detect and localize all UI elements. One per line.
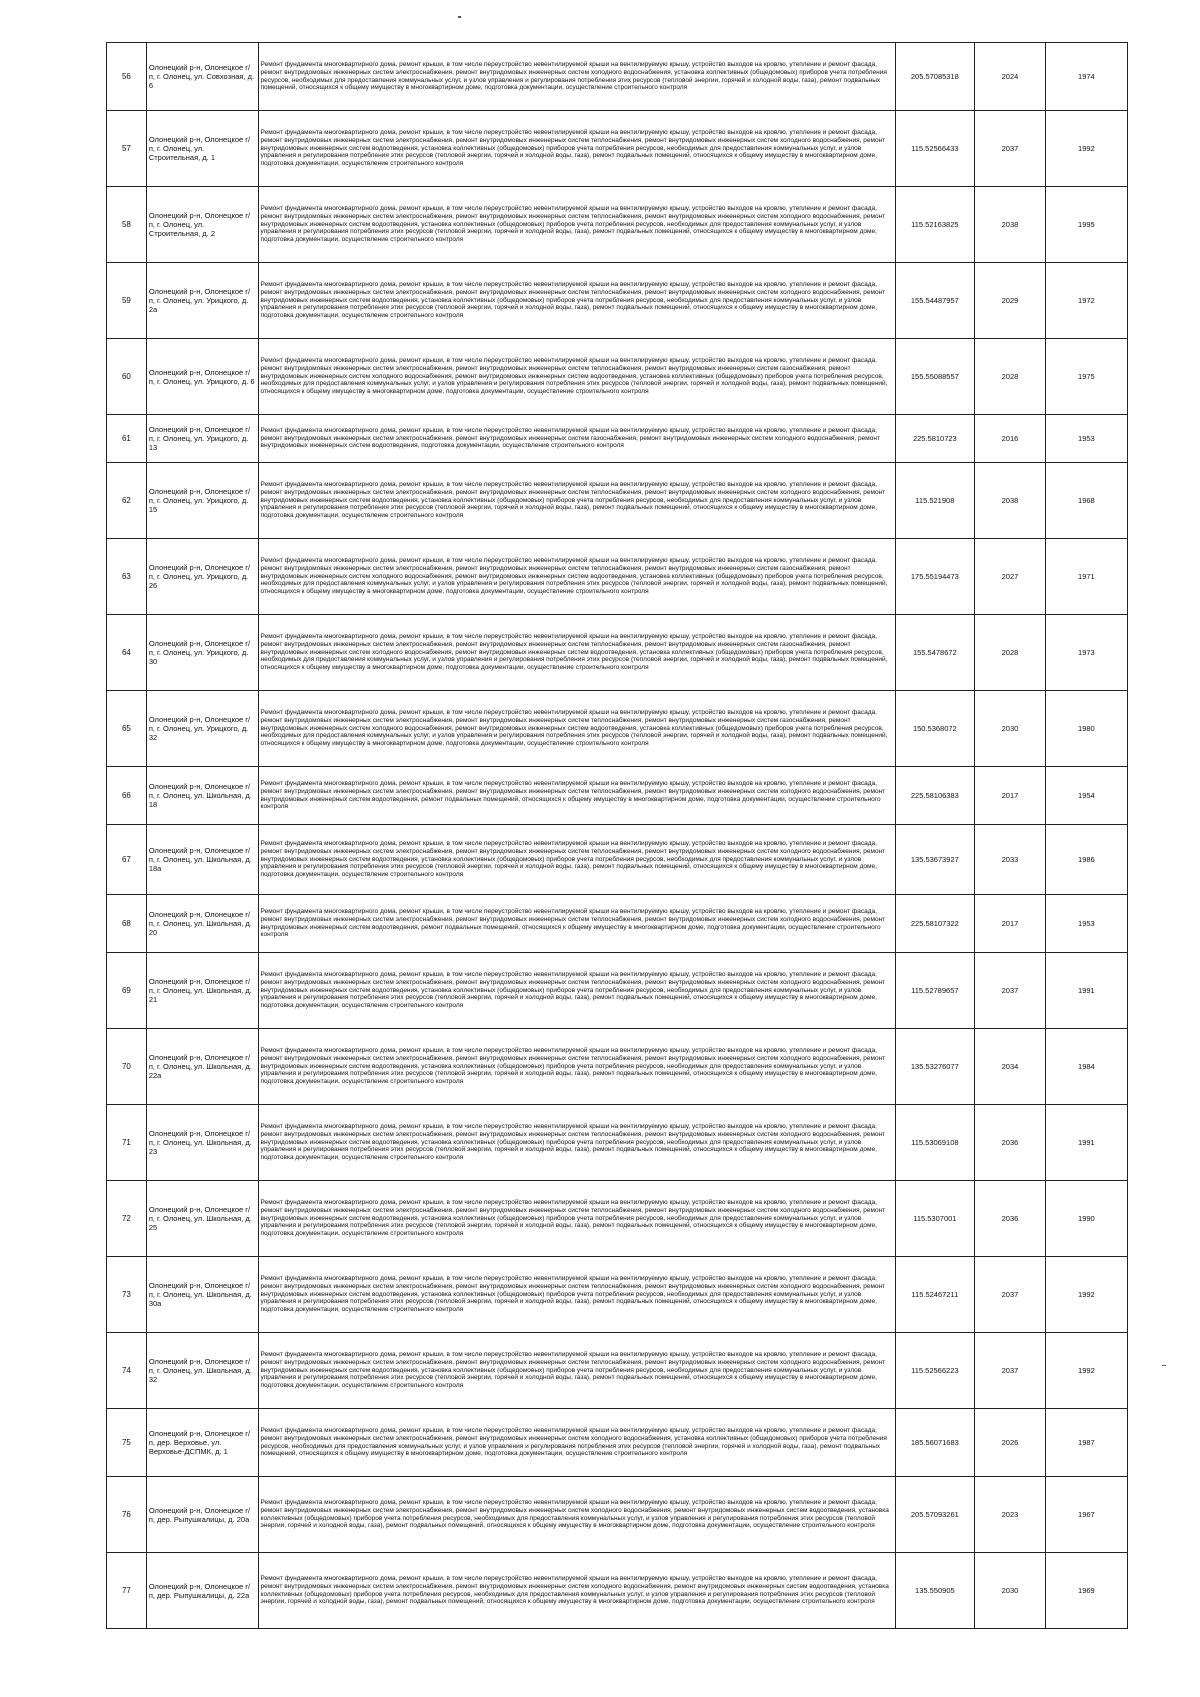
works-list: Ремонт фундамента многоквартирного дома, ремонт крыши, в том числе переустройство невентилируемой крыши на вентилируемую крышу, устройство выходов на кровлю, утепление и ремонт фасада, ремонт внутридомовых инженерных систем электроснабжения, ремонт внутридомовых инженерных систем теплоснабжения, ремонт внутридомовых инженерных систем холодного водоснабжения, ремонт внутридомовых инженерных систем водоотведения, ремонт подвальных помещений, относящихся к общему имуществу в многоквартирном доме, подготовка документации, осуществление строительного контроля bbox=[258, 895, 895, 953]
cost-value: 205.57093261 bbox=[895, 1477, 975, 1553]
house-address: Олонецкий р-н, Олонецкое г/п, г. Олонец, ул. Школьная, д. 30а bbox=[146, 1257, 258, 1333]
table-row bbox=[107, 1029, 1128, 1105]
row-number: 60 bbox=[107, 339, 147, 415]
works-list: Ремонт фундамента многоквартирного дома, ремонт крыши, в том числе переустройство невентилируемой крыши на вентилируемую крышу, устройство выходов на кровлю, утепление и ремонт фасада, ремонт внутридомовых инженерных систем электроснабжения, ремонт внутридомовых инженерных систем холодного водоснабжения, установка коллективных (общедомовых) приборов учета потребления ресурсов, необходимых для предоставления коммунальных услуг, и узлов управления и регулирования потребления этих ресурсов (тепловой энергии, горячей и холодной воды, газа), ремонт подвальных помещений, относящихся к общему имуществу в многоквартирном доме, подготовка документации, осуществление строительного контроля bbox=[258, 43, 895, 111]
built-year: 1967 bbox=[1045, 1477, 1127, 1553]
row-number: 72 bbox=[107, 1181, 147, 1257]
planned-year: 2037 bbox=[975, 1333, 1046, 1409]
built-year: 1953 bbox=[1045, 415, 1127, 463]
house-address: Олонецкий р-н, Олонецкое г/п, г. Олонец, ул. Школьная, д. 18 bbox=[146, 767, 258, 825]
works-list: Ремонт фундамента многоквартирного дома, ремонт крыши, в том числе переустройство невентилируемой крыши на вентилируемую крышу, устройство выходов на кровлю, утепление и ремонт фасада, ремонт внутридомовых инженерных систем электроснабжения, ремонт внутридомовых инженерных систем теплоснабжения, ремонт внутридомовых инженерных систем газоснабжения, ремонт внутридомовых инженерных систем холодного водоснабжения, ремонт внутридомовых инженерных систем водоотведения, установка коллективных (общедомовых) приборов учета потребления ресурсов, необходимых для предоставления коммунальных услуг, и узлов управления и регулирования потребления этих ресурсов (тепловой энергии, горячей и холодной воды, газа), ремонт подвальных помещений, относящихся к общему имуществу в многоквартирном доме, подготовка документации, осуществление строительного контроля bbox=[258, 691, 895, 767]
works-list: Ремонт фундамента многоквартирного дома, ремонт крыши, в том числе переустройство невентилируемой крыши на вентилируемую крышу, устройство выходов на кровлю, утепление и ремонт фасада, ремонт внутридомовых инженерных систем электроснабжения, ремонт внутридомовых инженерных систем теплоснабжения, ремонт внутридомовых инженерных систем холодного водоснабжения, ремонт внутридомовых инженерных систем водоотведения, установка коллективных (общедомовых) приборов учета потребления ресурсов, необходимых для предоставления коммунальных услуг, и узлов управления и регулирования потребления этих ресурсов (тепловой энергии, горячей и холодной воды, газа), ремонт подвальных помещений, относящихся к общему имуществу в многоквартирном доме, подготовка документации, осуществление строительного контроля bbox=[258, 187, 895, 263]
row-number: 61 bbox=[107, 415, 147, 463]
built-year: 1971 bbox=[1045, 539, 1127, 615]
house-address: Олонецкий р-н, Олонецкое г/п, г. Олонец, ул. Школьная, д. 20 bbox=[146, 895, 258, 953]
row-number: 65 bbox=[107, 691, 147, 767]
cost-value: 155.55088557 bbox=[895, 339, 975, 415]
cost-value: 135.53673927 bbox=[895, 825, 975, 895]
house-address: Олонецкий р-н, Олонецкое г/п, г. Олонец, ул. Школьная, д. 32 bbox=[146, 1333, 258, 1409]
built-year: 1991 bbox=[1045, 1105, 1127, 1181]
cost-value: 225.58107322 bbox=[895, 895, 975, 953]
cost-value: 135.53276077 bbox=[895, 1029, 975, 1105]
table-row bbox=[107, 111, 1128, 187]
table-row bbox=[107, 895, 1128, 953]
built-year: 1972 bbox=[1045, 263, 1127, 339]
row-number: 62 bbox=[107, 463, 147, 539]
cost-value: 115.52566433 bbox=[895, 111, 975, 187]
house-address: Олонецкий р-н, Олонецкое г/п, г. Олонец, ул. Школьная, д. 25 bbox=[146, 1181, 258, 1257]
house-address: Олонецкий р-н, Олонецкое г/п, г. Олонец, ул. Урицкого, д. 32 bbox=[146, 691, 258, 767]
house-address: Олонецкий р-н, Олонецкое г/п, г. Олонец, ул. Урицкого, д. 26 bbox=[146, 539, 258, 615]
built-year: 1990 bbox=[1045, 1181, 1127, 1257]
built-year: 1980 bbox=[1045, 691, 1127, 767]
table-row bbox=[107, 1257, 1128, 1333]
works-list: Ремонт фундамента многоквартирного дома, ремонт крыши, в том числе переустройство невентилируемой крыши на вентилируемую крышу, устройство выходов на кровлю, утепление и ремонт фасада, ремонт внутридомовых инженерных систем электроснабжения, ремонт внутридомовых инженерных систем теплоснабжения, ремонт внутридомовых инженерных систем газоснабжения, ремонт внутридомовых инженерных систем холодного водоснабжения, ремонт внутридомовых инженерных систем водоотведения, установка коллективных (общедомовых) приборов учета потребления ресурсов, необходимых для предоставления коммунальных услуг, и узлов управления и регулирования потребления этих ресурсов (тепловой энергии, горячей и холодной воды, газа), ремонт подвальных помещений, относящихся к общему имуществу в многоквартирном доме, подготовка документации, осуществление строительного контроля bbox=[258, 539, 895, 615]
works-list: Ремонт фундамента многоквартирного дома, ремонт крыши, в том числе переустройство невентилируемой крыши на вентилируемую крышу, устройство выходов на кровлю, утепление и ремонт фасада, ремонт внутридомовых инженерных систем электроснабжения, ремонт внутридомовых инженерных систем холодного водоснабжения, ремонт внутридомовых инженерных систем водоотведения, установка коллективных (общедомовых) приборов учета потребления ресурсов, необходимых для предоставления коммунальных услуг, и узлов управления и регулирования потребления этих ресурсов (тепловой энергии, горячей и холодной воды, газа), ремонт подвальных помещений, относящихся к общему имуществу в многоквартирном доме, подготовка документации, осуществление строительного контроля bbox=[258, 1553, 895, 1629]
row-number: 70 bbox=[107, 1029, 147, 1105]
built-year: 1995 bbox=[1045, 187, 1127, 263]
house-address: Олонецкий р-н, Олонецкое г/п, дер. Верховье, ул. Верховье-ДСПМК, д. 1 bbox=[146, 1409, 258, 1477]
row-number: 63 bbox=[107, 539, 147, 615]
built-year: 1969 bbox=[1045, 1553, 1127, 1629]
table-row bbox=[107, 1105, 1128, 1181]
planned-year: 2028 bbox=[975, 339, 1046, 415]
cost-value: 115.5307001 bbox=[895, 1181, 975, 1257]
table-row bbox=[107, 953, 1128, 1029]
cost-value: 115.52789657 bbox=[895, 953, 975, 1029]
house-address: Олонецкий р-н, Олонецкое г/п, г. Олонец, ул. Школьная, д. 22а bbox=[146, 1029, 258, 1105]
planned-year: 2033 bbox=[975, 825, 1046, 895]
planned-year: 2023 bbox=[975, 1477, 1046, 1553]
table-row bbox=[107, 615, 1128, 691]
planned-year: 2037 bbox=[975, 953, 1046, 1029]
table-row bbox=[107, 691, 1128, 767]
planned-year: 2038 bbox=[975, 463, 1046, 539]
repair-program-table bbox=[106, 42, 1128, 1629]
row-number: 59 bbox=[107, 263, 147, 339]
planned-year: 2017 bbox=[975, 895, 1046, 953]
works-list: Ремонт фундамента многоквартирного дома, ремонт крыши, в том числе переустройство невентилируемой крыши на вентилируемую крышу, устройство выходов на кровлю, утепление и ремонт фасада, ремонт внутридомовых инженерных систем электроснабжения, ремонт внутридомовых инженерных систем теплоснабжения, ремонт внутридомовых инженерных систем холодного водоснабжения, ремонт внутридомовых инженерных систем водоотведения, установка коллективных (общедомовых) приборов учета потребления ресурсов, необходимых для предоставления коммунальных услуг, и узлов управления и регулирования потребления этих ресурсов (тепловой энергии, горячей и холодной воды, газа), ремонт подвальных помещений, относящихся к общему имуществу в многоквартирном доме, подготовка документации, осуществление строительного контроля bbox=[258, 953, 895, 1029]
table-row bbox=[107, 187, 1128, 263]
built-year: 1974 bbox=[1045, 43, 1127, 111]
cost-value: 155.54487957 bbox=[895, 263, 975, 339]
planned-year: 2037 bbox=[975, 111, 1046, 187]
works-list: Ремонт фундамента многоквартирного дома, ремонт крыши, в том числе переустройство невентилируемой крыши на вентилируемую крышу, устройство выходов на кровлю, утепление и ремонт фасада, ремонт внутридомовых инженерных систем электроснабжения, ремонт внутридомовых инженерных систем теплоснабжения, ремонт внутридомовых инженерных систем холодного водоснабжения, ремонт внутридомовых инженерных систем водоотведения, установка коллективных (общедомовых) приборов учета потребления ресурсов, необходимых для предоставления коммунальных услуг, и узлов управления и регулирования потребления этих ресурсов (тепловой энергии, горячей и холодной воды, газа), ремонт подвальных помещений, относящихся к общему имуществу в многоквартирном доме, подготовка документации, осуществление строительного контроля bbox=[258, 825, 895, 895]
works-list: Ремонт фундамента многоквартирного дома, ремонт крыши, в том числе переустройство невентилируемой крыши на вентилируемую крышу, устройство выходов на кровлю, утепление и ремонт фасада, ремонт внутридомовых инженерных систем электроснабжения, ремонт внутридомовых инженерных систем теплоснабжения, ремонт внутридомовых инженерных систем газоснабжения, ремонт внутридомовых инженерных систем холодного водоснабжения, ремонт внутридомовых инженерных систем водоотведения, установка коллективных (общедомовых) приборов учета потребления ресурсов, необходимых для предоставления коммунальных услуг, и узлов управления и регулирования потребления этих ресурсов (тепловой энергии, горячей и холодной воды, газа), ремонт подвальных помещений, относящихся к общему имуществу в многоквартирном доме, подготовка документации, осуществление строительного контроля bbox=[258, 339, 895, 415]
row-number: 58 bbox=[107, 187, 147, 263]
planned-year: 2026 bbox=[975, 1409, 1046, 1477]
row-number: 71 bbox=[107, 1105, 147, 1181]
built-year: 1992 bbox=[1045, 111, 1127, 187]
built-year: 1953 bbox=[1045, 895, 1127, 953]
built-year: 1973 bbox=[1045, 615, 1127, 691]
planned-year: 2034 bbox=[975, 1029, 1046, 1105]
works-list: Ремонт фундамента многоквартирного дома, ремонт крыши, в том числе переустройство невентилируемой крыши на вентилируемую крышу, устройство выходов на кровлю, утепление и ремонт фасада, ремонт внутридомовых инженерных систем электроснабжения, ремонт внутридомовых инженерных систем газоснабжения, ремонт внутридомовых инженерных систем холодного водоснабжения, ремонт внутридомовых инженерных систем водоотведения, подготовка документации, осуществление строительного контроля bbox=[258, 415, 895, 463]
table-row bbox=[107, 415, 1128, 463]
table-row bbox=[107, 463, 1128, 539]
planned-year: 2038 bbox=[975, 187, 1046, 263]
house-address: Олонецкий р-н, Олонецкое г/п, г. Олонец, ул. Строительная, д. 2 bbox=[146, 187, 258, 263]
cost-value: 155.5478672 bbox=[895, 615, 975, 691]
table-row bbox=[107, 539, 1128, 615]
row-number: 64 bbox=[107, 615, 147, 691]
row-number: 67 bbox=[107, 825, 147, 895]
table-body bbox=[107, 43, 1128, 1629]
table-row bbox=[107, 1553, 1128, 1629]
planned-year: 2027 bbox=[975, 539, 1046, 615]
planned-year: 2017 bbox=[975, 767, 1046, 825]
works-list: Ремонт фундамента многоквартирного дома, ремонт крыши, в том числе переустройство невентилируемой крыши на вентилируемую крышу, устройство выходов на кровлю, утепление и ремонт фасада, ремонт внутридомовых инженерных систем электроснабжения, ремонт внутридомовых инженерных систем теплоснабжения, ремонт внутридомовых инженерных систем холодного водоснабжения, ремонт внутридомовых инженерных систем водоотведения, установка коллективных (общедомовых) приборов учета потребления ресурсов, необходимых для предоставления коммунальных услуг, и узлов управления и регулирования потребления этих ресурсов (тепловой энергии, горячей и холодной воды, газа), ремонт подвальных помещений, относящихся к общему имуществу в многоквартирном доме, подготовка документации, осуществление строительного контроля bbox=[258, 1181, 895, 1257]
row-number: 66 bbox=[107, 767, 147, 825]
cost-value: 225.5810723 bbox=[895, 415, 975, 463]
cost-value: 175.55194473 bbox=[895, 539, 975, 615]
house-address: Олонецкий р-н, Олонецкое г/п, г. Олонец, ул. Урицкого, д. 13 bbox=[146, 415, 258, 463]
works-list: Ремонт фундамента многоквартирного дома, ремонт крыши, в том числе переустройство невентилируемой крыши на вентилируемую крышу, устройство выходов на кровлю, утепление и ремонт фасада, ремонт внутридомовых инженерных систем электроснабжения, ремонт внутридомовых инженерных систем теплоснабжения, ремонт внутридомовых инженерных систем холодного водоснабжения, ремонт внутридомовых инженерных систем водоотведения, установка коллективных (общедомовых) приборов учета потребления ресурсов, необходимых для предоставления коммунальных услуг, и узлов управления и регулирования потребления этих ресурсов (тепловой энергии, горячей и холодной воды, газа), ремонт подвальных помещений, относящихся к общему имуществу в многоквартирном доме, подготовка документации, осуществление строительного контроля bbox=[258, 1333, 895, 1409]
row-number: 69 bbox=[107, 953, 147, 1029]
row-number: 73 bbox=[107, 1257, 147, 1333]
works-list: Ремонт фундамента многоквартирного дома, ремонт крыши, в том числе переустройство невентилируемой крыши на вентилируемую крышу, устройство выходов на кровлю, утепление и ремонт фасада, ремонт внутридомовых инженерных систем электроснабжения, ремонт внутридомовых инженерных систем теплоснабжения, ремонт внутридомовых инженерных систем газоснабжения, ремонт внутридомовых инженерных систем холодного водоснабжения, ремонт внутридомовых инженерных систем водоотведения, установка коллективных (общедомовых) приборов учета потребления ресурсов, необходимых для предоставления коммунальных услуг, и узлов управления и регулирования потребления этих ресурсов (тепловой энергии, горячей и холодной воды, газа), ремонт подвальных помещений, относящихся к общему имуществу в многоквартирном доме, подготовка документации, осуществление строительного контроля bbox=[258, 615, 895, 691]
works-list: Ремонт фундамента многоквартирного дома, ремонт крыши, в том числе переустройство невентилируемой крыши на вентилируемую крышу, устройство выходов на кровлю, утепление и ремонт фасада, ремонт внутридомовых инженерных систем электроснабжения, ремонт внутридомовых инженерных систем теплоснабжения, ремонт внутридомовых инженерных систем холодного водоснабжения, ремонт внутридомовых инженерных систем водоотведения, установка коллективных (общедомовых) приборов учета потребления ресурсов, необходимых для предоставления коммунальных услуг, и узлов управления и регулирования потребления этих ресурсов (тепловой энергии, горячей и холодной воды, газа), ремонт подвальных помещений, относящихся к общему имуществу в многоквартирном доме, подготовка документации, осуществление строительного контроля bbox=[258, 263, 895, 339]
row-number: 76 bbox=[107, 1477, 147, 1553]
house-address: Олонецкий р-н, Олонецкое г/п, г. Олонец, ул. Урицкого, д. 2а bbox=[146, 263, 258, 339]
scan-speck bbox=[1162, 1365, 1166, 1366]
row-number: 75 bbox=[107, 1409, 147, 1477]
works-list: Ремонт фундамента многоквартирного дома, ремонт крыши, в том числе переустройство невентилируемой крыши на вентилируемую крышу, устройство выходов на кровлю, утепление и ремонт фасада, ремонт внутридомовых инженерных систем электроснабжения, ремонт внутридомовых инженерных систем теплоснабжения, ремонт внутридомовых инженерных систем холодного водоснабжения, ремонт внутридомовых инженерных систем водоотведения, установка коллективных (общедомовых) приборов учета потребления ресурсов, необходимых для предоставления коммунальных услуг, и узлов управления и регулирования потребления этих ресурсов (тепловой энергии, горячей и холодной воды, газа), ремонт подвальных помещений, относящихся к общему имуществу в многоквартирном доме, подготовка документации, осуществление строительного контроля bbox=[258, 1257, 895, 1333]
built-year: 1992 bbox=[1045, 1257, 1127, 1333]
house-address: Олонецкий р-н, Олонецкое г/п, г. Олонец, ул. Строительная, д. 1 bbox=[146, 111, 258, 187]
scan-speck bbox=[458, 16, 461, 18]
cost-value: 225.58106383 bbox=[895, 767, 975, 825]
planned-year: 2036 bbox=[975, 1105, 1046, 1181]
cost-value: 115.52163825 bbox=[895, 187, 975, 263]
table-row bbox=[107, 339, 1128, 415]
planned-year: 2029 bbox=[975, 263, 1046, 339]
row-number: 77 bbox=[107, 1553, 147, 1629]
table-row bbox=[107, 1477, 1128, 1553]
planned-year: 2036 bbox=[975, 1181, 1046, 1257]
table-row bbox=[107, 1333, 1128, 1409]
table-row bbox=[107, 767, 1128, 825]
house-address: Олонецкий р-н, Олонецкое г/п, г. Олонец, ул. Школьная, д. 23 bbox=[146, 1105, 258, 1181]
house-address: Олонецкий р-н, Олонецкое г/п, дер. Рыпушкалицы, д. 22а bbox=[146, 1553, 258, 1629]
planned-year: 2024 bbox=[975, 43, 1046, 111]
works-list: Ремонт фундамента многоквартирного дома, ремонт крыши, в том числе переустройство невентилируемой крыши на вентилируемую крышу, устройство выходов на кровлю, утепление и ремонт фасада, ремонт внутридомовых инженерных систем электроснабжения, ремонт внутридомовых инженерных систем холодного водоснабжения, ремонт внутридомовых инженерных систем водоотведения, установка коллективных (общедомовых) приборов учета потребления ресурсов, необходимых для предоставления коммунальных услуг, и узлов управления и регулирования потребления этих ресурсов (тепловой энергии, горячей и холодной воды, газа), ремонт подвальных помещений, относящихся к общему имуществу в многоквартирном доме, подготовка документации, осуществление строительного контроля bbox=[258, 1477, 895, 1553]
table-row bbox=[107, 43, 1128, 111]
table-row bbox=[107, 825, 1128, 895]
built-year: 1975 bbox=[1045, 339, 1127, 415]
house-address: Олонецкий р-н, Олонецкое г/п, г. Олонец, ул. Школьная, д. 21 bbox=[146, 953, 258, 1029]
house-address: Олонецкий р-н, Олонецкое г/п, г. Олонец, ул. Урицкого, д. 15 bbox=[146, 463, 258, 539]
cost-value: 115.52566223 bbox=[895, 1333, 975, 1409]
cost-value: 185.56071683 bbox=[895, 1409, 975, 1477]
cost-value: 135.550905 bbox=[895, 1553, 975, 1629]
works-list: Ремонт фундамента многоквартирного дома, ремонт крыши, в том числе переустройство невентилируемой крыши на вентилируемую крышу, устройство выходов на кровлю, утепление и ремонт фасада, ремонт внутридомовых инженерных систем электроснабжения, ремонт внутридомовых инженерных систем теплоснабжения, ремонт внутридомовых инженерных систем холодного водоснабжения, ремонт внутридомовых инженерных систем водоотведения, установка коллективных (общедомовых) приборов учета потребления ресурсов, необходимых для предоставления коммунальных услуг, и узлов управления и регулирования потребления этих ресурсов (тепловой энергии, горячей и холодной воды, газа), ремонт подвальных помещений, относящихся к общему имуществу в многоквартирном доме, подготовка документации, осуществление строительного контроля bbox=[258, 1029, 895, 1105]
works-list: Ремонт фундамента многоквартирного дома, ремонт крыши, в том числе переустройство невентилируемой крыши на вентилируемую крышу, устройство выходов на кровлю, утепление и ремонт фасада, ремонт внутридомовых инженерных систем электроснабжения, ремонт внутридомовых инженерных систем теплоснабжения, ремонт внутридомовых инженерных систем холодного водоснабжения, ремонт внутридомовых инженерных систем водоотведения, ремонт подвальных помещений, относящихся к общему имуществу в многоквартирном доме, подготовка документации, осуществление строительного контроля bbox=[258, 767, 895, 825]
planned-year: 2037 bbox=[975, 1257, 1046, 1333]
works-list: Ремонт фундамента многоквартирного дома, ремонт крыши, в том числе переустройство невентилируемой крыши на вентилируемую крышу, устройство выходов на кровлю, утепление и ремонт фасада, ремонт внутридомовых инженерных систем электроснабжения, ремонт внутридомовых инженерных систем холодного водоснабжения, установка коллективных (общедомовых) приборов учета потребления ресурсов, необходимых для предоставления коммунальных услуг, и узлов управления и регулирования потребления этих ресурсов (тепловой энергии, горячей и холодной воды, газа), ремонт подвальных помещений, относящихся к общему имуществу в многоквартирном доме, подготовка документации, осуществление строительного контроля bbox=[258, 1409, 895, 1477]
planned-year: 2016 bbox=[975, 415, 1046, 463]
row-number: 56 bbox=[107, 43, 147, 111]
built-year: 1987 bbox=[1045, 1409, 1127, 1477]
house-address: Олонецкий р-н, Олонецкое г/п, г. Олонец, ул. Школьная, д. 18а bbox=[146, 825, 258, 895]
row-number: 57 bbox=[107, 111, 147, 187]
built-year: 1984 bbox=[1045, 1029, 1127, 1105]
table-row bbox=[107, 263, 1128, 339]
row-number: 74 bbox=[107, 1333, 147, 1409]
table-row bbox=[107, 1181, 1128, 1257]
works-list: Ремонт фундамента многоквартирного дома, ремонт крыши, в том числе переустройство невентилируемой крыши на вентилируемую крышу, устройство выходов на кровлю, утепление и ремонт фасада, ремонт внутридомовых инженерных систем электроснабжения, ремонт внутридомовых инженерных систем теплоснабжения, ремонт внутридомовых инженерных систем холодного водоснабжения, ремонт внутридомовых инженерных систем водоотведения, установка коллективных (общедомовых) приборов учета потребления ресурсов, необходимых для предоставления коммунальных услуг, и узлов управления и регулирования потребления этих ресурсов (тепловой энергии, горячей и холодной воды, газа), ремонт подвальных помещений, относящихся к общему имуществу в многоквартирном доме, подготовка документации, осуществление строительного контроля bbox=[258, 463, 895, 539]
house-address: Олонецкий р-н, Олонецкое г/п, дер. Рыпушкалицы, д. 20а bbox=[146, 1477, 258, 1553]
planned-year: 2030 bbox=[975, 691, 1046, 767]
cost-value: 115.521908 bbox=[895, 463, 975, 539]
planned-year: 2028 bbox=[975, 615, 1046, 691]
cost-value: 205.57085318 bbox=[895, 43, 975, 111]
house-address: Олонецкий р-н, Олонецкое г/п, г. Олонец, ул. Урицкого, д. 30 bbox=[146, 615, 258, 691]
house-address: Олонецкий р-н, Олонецкое г/п, г. Олонец, ул. Урицкого, д. 6 bbox=[146, 339, 258, 415]
works-list: Ремонт фундамента многоквартирного дома, ремонт крыши, в том числе переустройство невентилируемой крыши на вентилируемую крышу, устройство выходов на кровлю, утепление и ремонт фасада, ремонт внутридомовых инженерных систем электроснабжения, ремонт внутридомовых инженерных систем теплоснабжения, ремонт внутридомовых инженерных систем холодного водоснабжения, ремонт внутридомовых инженерных систем водоотведения, установка коллективных (общедомовых) приборов учета потребления ресурсов, необходимых для предоставления коммунальных услуг, и узлов управления и регулирования потребления этих ресурсов (тепловой энергии, горячей и холодной воды, газа), ремонт подвальных помещений, относящихся к общему имуществу в многоквартирном доме, подготовка документации, осуществление строительного контроля bbox=[258, 1105, 895, 1181]
cost-value: 150.5368072 bbox=[895, 691, 975, 767]
row-number: 68 bbox=[107, 895, 147, 953]
built-year: 1992 bbox=[1045, 1333, 1127, 1409]
cost-value: 115.52467211 bbox=[895, 1257, 975, 1333]
cost-value: 115.53069108 bbox=[895, 1105, 975, 1181]
planned-year: 2030 bbox=[975, 1553, 1046, 1629]
built-year: 1954 bbox=[1045, 767, 1127, 825]
house-address: Олонецкий р-н, Олонецкое г/п, г. Олонец, ул. Совхозная, д. 6 bbox=[146, 43, 258, 111]
built-year: 1968 bbox=[1045, 463, 1127, 539]
works-list: Ремонт фундамента многоквартирного дома, ремонт крыши, в том числе переустройство невентилируемой крыши на вентилируемую крышу, устройство выходов на кровлю, утепление и ремонт фасада, ремонт внутридомовых инженерных систем электроснабжения, ремонт внутридомовых инженерных систем теплоснабжения, ремонт внутридомовых инженерных систем холодного водоснабжения, ремонт внутридомовых инженерных систем водоотведения, установка коллективных (общедомовых) приборов учета потребления ресурсов, необходимых для предоставления коммунальных услуг, и узлов управления и регулирования потребления этих ресурсов (тепловой энергии, горячей и холодной воды, газа), ремонт подвальных помещений, относящихся к общему имуществу в многоквартирном доме, подготовка документации, осуществление строительного контроля bbox=[258, 111, 895, 187]
built-year: 1991 bbox=[1045, 953, 1127, 1029]
built-year: 1986 bbox=[1045, 825, 1127, 895]
table-row bbox=[107, 1409, 1128, 1477]
